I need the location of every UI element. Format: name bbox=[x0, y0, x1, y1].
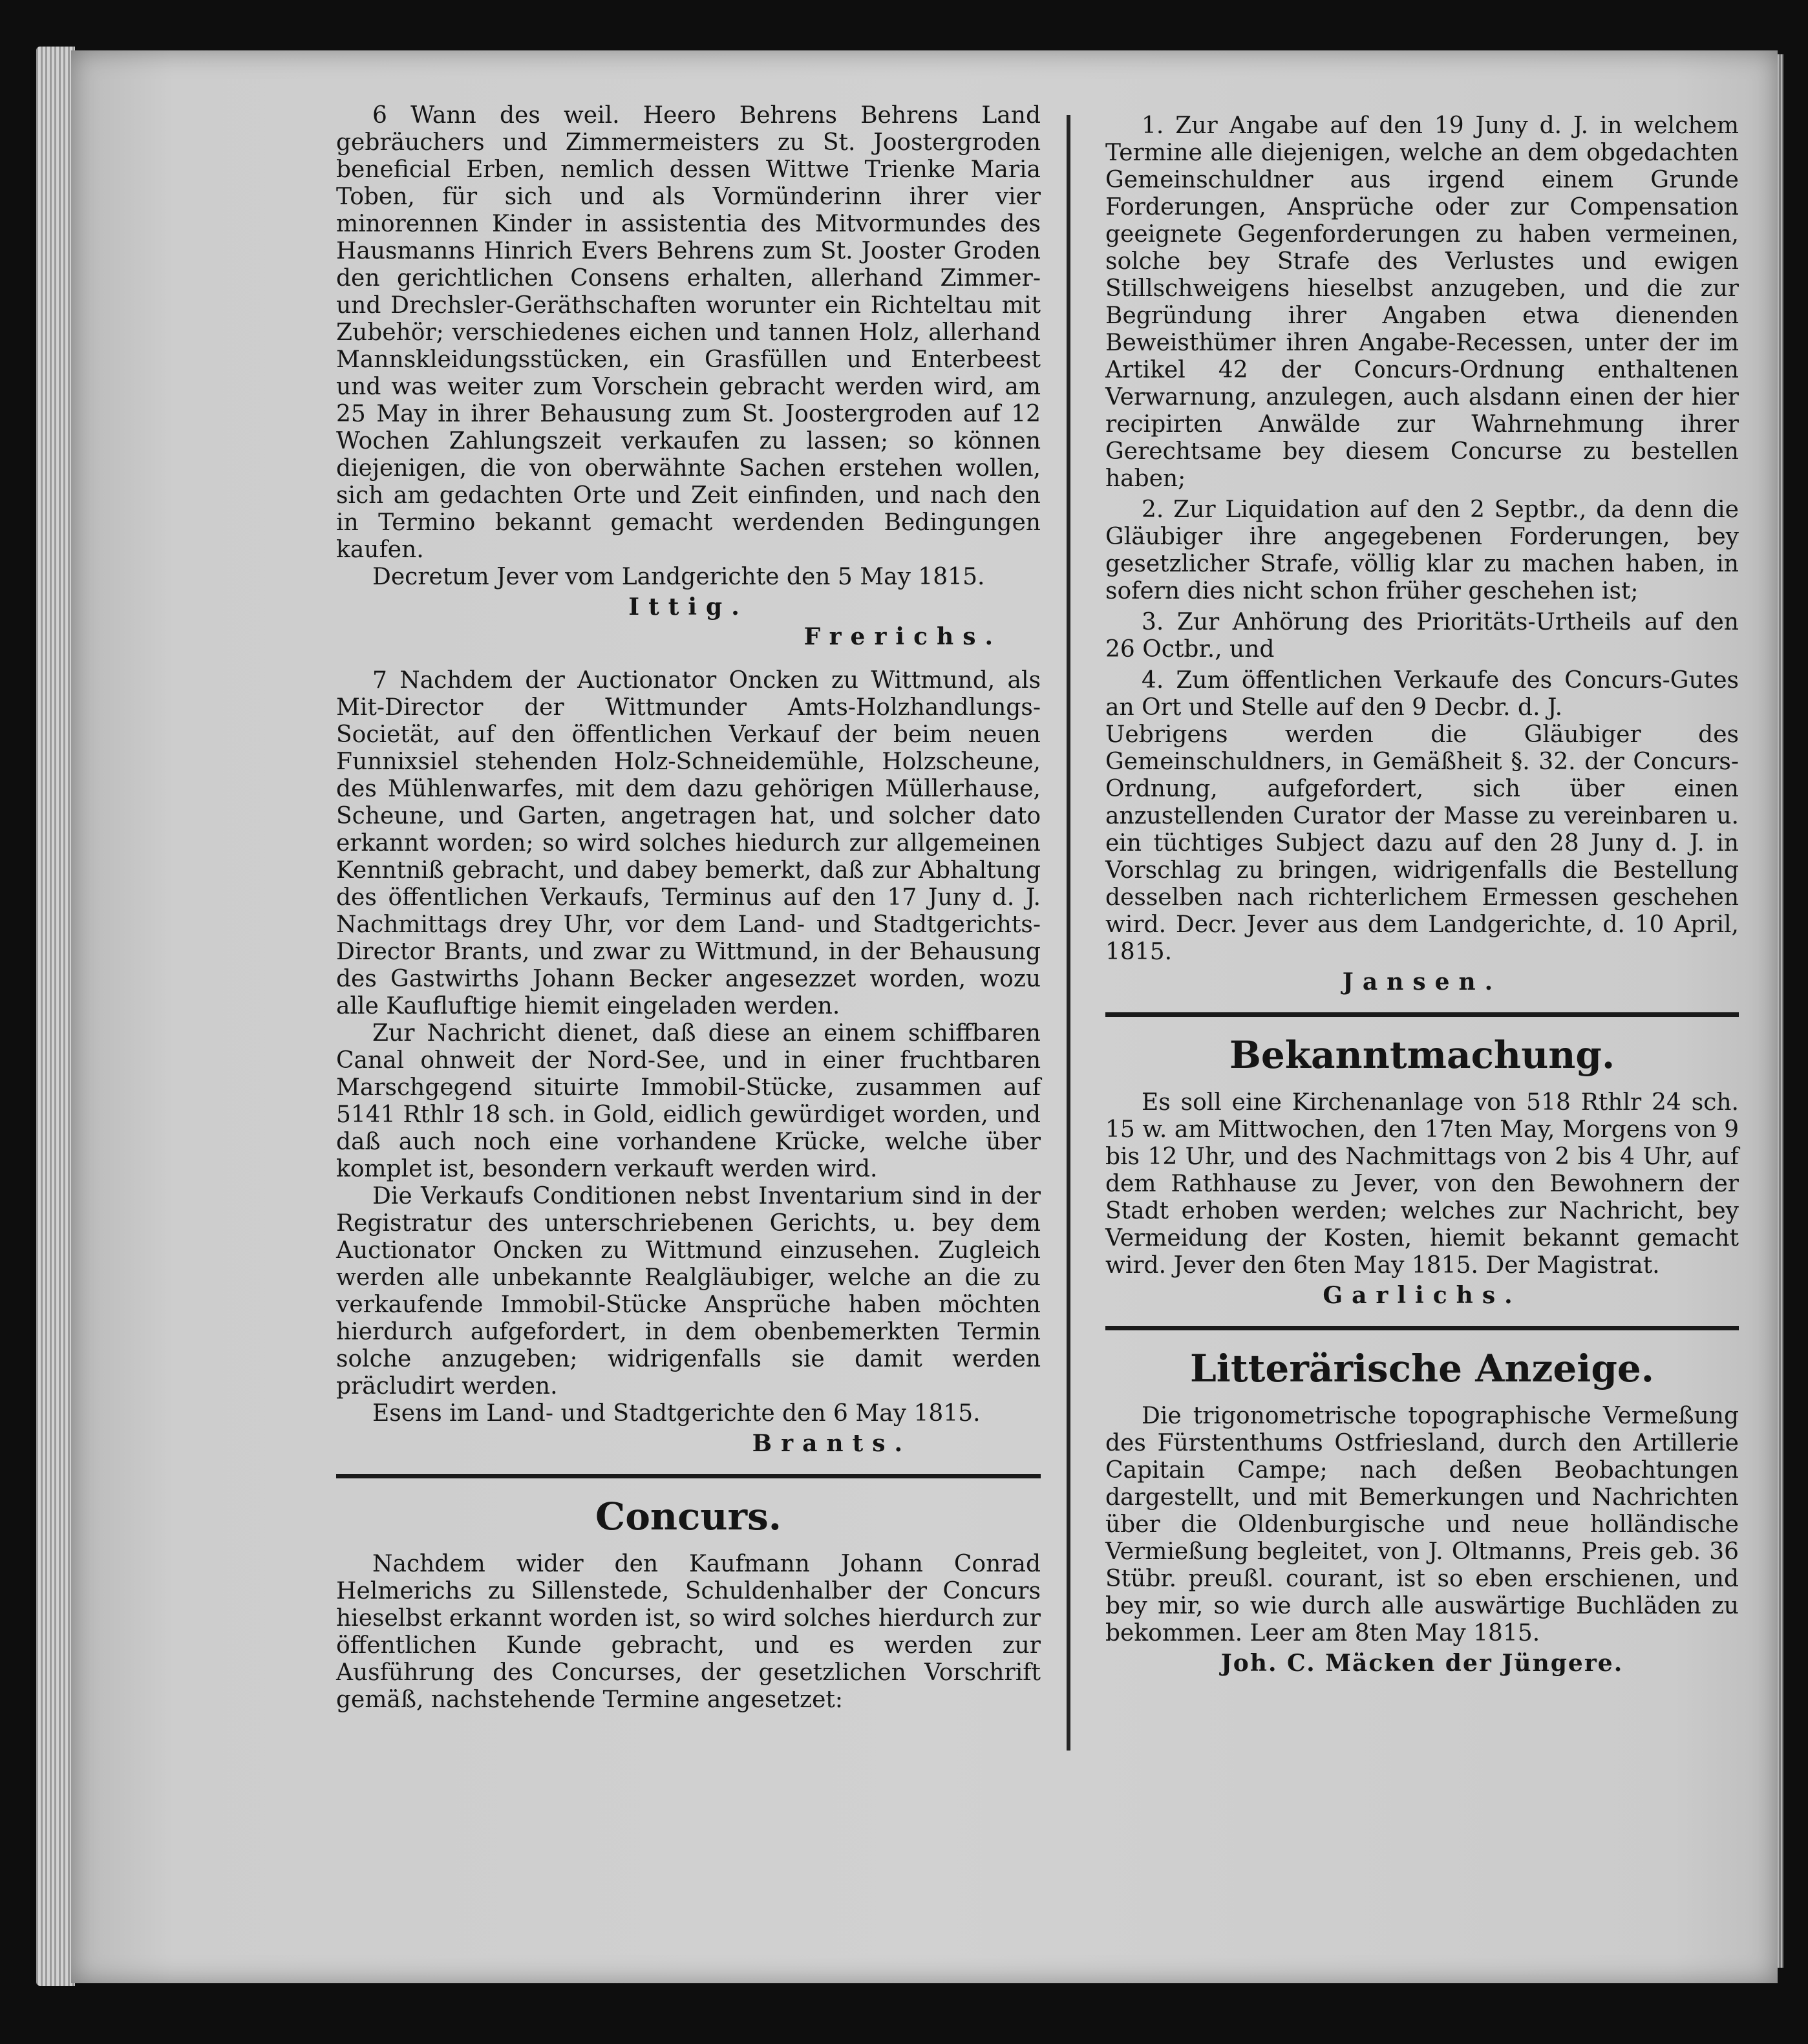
concurs-closing: Uebrigens werden die Gläubiger des Gemeinschuldners, in Gemäßheit §. 32. der Concurs-Ordnung, aufgefordert, sich über einen anzustellenden Curator der Masse zu vereinbaren u. ein tüchtiges Subject dazu auf den 28 Juny d. J. in Vorschlag zu bringen, widrigenfalls die Bestellung desselben nach richterlichem Ermessen geschehen wird. Decr. Jever aus dem Landgerichte, d. 10 April, 1815. bbox=[1105, 721, 1739, 965]
notice-7-para-3: Die Verkaufs Conditionen nebst Inventarium sind in der Registratur des unterschriebenen Gerichts, u. bey dem Auctionator Oncken zu Wittmund einzusehen. Zugleich werden alle unbekannte Realgläubiger, welche an die zu verkaufende Immobil-Stücke Ansprüche haben möchten hierdurch aufgefordert, in dem obenbemerkten Termin solche anzugeben; widrigenfalls sie damit werden präcludirt werden. bbox=[336, 1183, 1041, 1400]
notice-6-text: 6 Wann des weil. Heero Behrens Behrens Land gebräuchers und Zimmermeisters zu St. Joostergroden beneficial Erben, nemlich dessen Wittwe Trienke Maria Toben, für sich und als Vormünderinn ihrer vier minorennen Kinder in assistentia des Mitvormundes des Hausmanns Hinrich Evers Behrens zum St. Jooster Groden den gerichtlichen Consens erhalten, allerhand Zimmer- und Drechsler-Geräthschaften worunter ein Richteltau mit Zubehör; verschiedenes eichen und tannen Holz, allerhand Mannskleidungsstücken, ein Grasfüllen und Enterbeest und was weiter zum Vorschein gebracht werden wird, am 25 May in ihrer Behausung zum St. Joostergroden auf 12 Wochen Zahlungszeit verkaufen zu lassen; so können diejenigen, die von oberwähnte Sachen erstehen wollen, sich am gedachten Orte und Zeit einfinden, und nach den in Termino bekannt gemacht werdenden Bedingungen kaufen. bbox=[336, 102, 1041, 563]
left-column bbox=[336, 102, 1041, 1714]
concurs-item-1: 1. Zur Angabe auf den 19 Juny d. J. in welchem Termine alle diejenigen, welche an dem obgedachten Gemeinschuldner aus irgend einem Grunde Forderungen, Ansprüche oder zur Compensation geeignete Gegenforderungen zu haben vermeinen, solche bey Strafe des Verlustes und ewigen Stillschweigens hieselbst anzugeben, und die zur Begründung ihrer Angaben etwa dienenden Beweisthümer ihren Angabe-Recessen, unter der im Artikel 42 der Concurs-Ordnung enthaltenen Verwarnung, anzulegen, auch alsdann einen der hier recipirten Anwälde zur Wahrnehmung ihrer Gerechtsame bey diesem Concurse zu bestellen haben; bbox=[1105, 112, 1739, 492]
notice-7-signature: Brants. bbox=[752, 1430, 911, 1457]
concurs-item-3: 3. Zur Anhörung des Prioritäts-Urtheils auf den 26 Octbr., und bbox=[1105, 609, 1739, 663]
book-page-edges-left bbox=[36, 47, 75, 1986]
right-column bbox=[1105, 112, 1739, 1679]
concurs-item-4: 4. Zum öffentlichen Verkaufe des Concurs-Gutes an Ort und Stelle auf den 9 Decbr. d. J. bbox=[1105, 667, 1739, 721]
section-rule bbox=[336, 1474, 1041, 1478]
notice-7-para-1: 7 Nachdem der Auctionator Oncken zu Wittmund, als Mit-Director der Wittmunder Amts-Holzhandlungs-Societät, auf den öffentlichen Verkauf der beim neuen Funnixsiel stehenden Holz-Schneidemühle, Holzscheune, des Mühlenwarfes, mit dem dazu gehörigen Müllerhause, Scheune, und Garten, angetragen hat, und solcher dato erkannt worden; so wird solches hiedurch zur allgemeinen Kenntniß gebracht, und dabey bemerkt, daß zur Abhaltung des öffentlichen Verkaufs, Terminus auf den 17 Juny d. J. Nachmittags drey Uhr, vor dem Land- und Stadtgerichts-Director Brants, und zwar zu Wittmund, in der Behausung des Gastwirths Johann Becker angesezzet worden, wozu alle Kaufluftige hiemit eingeladen werden. bbox=[336, 667, 1041, 1019]
column-divider bbox=[1067, 115, 1070, 1751]
notice-6-decree: Decretum Jever vom Landgerichte den 5 May 1815. bbox=[372, 564, 985, 590]
concurs-signature: Jansen. bbox=[1342, 968, 1502, 995]
section-rule bbox=[1105, 1326, 1739, 1330]
notice-6-signature-ittig: Ittig. bbox=[628, 593, 749, 621]
notice-7-place-date: Esens im Land- und Stadtgerichte den 6 May 1815. bbox=[372, 1400, 981, 1427]
concurs-item-2: 2. Zur Liquidation auf den 2 Septbr., da denn die Gläubiger ihre angegebenen Forderungen, bey gesetzlicher Strafe, völlig klar zu machen haben, in sofern dies nicht schon früher geschehen ist; bbox=[1105, 496, 1739, 604]
bekanntmachung-signature: Garlichs. bbox=[1323, 1282, 1522, 1309]
anzeige-heading: Litterärische Anzeige. bbox=[1190, 1347, 1654, 1390]
anzeige-text: Die trigonometrische topographische Vermeßung des Fürstenthums Ostfriesland, durch den Artillerie Capitain Campe; nach deßen Beobachtungen dargestellt, und mit Bemerkungen und Nachrichten über die Oldenburgische und neue holländische Vermießung begleitet, von J. Oltmanns, Preis geb. 36 Stübr. preußl. courant, ist so eben erschienen, und bey mir, so wie durch alle auswärtige Buchläden zu bekommen. Leer am 8ten May 1815. bbox=[1105, 1403, 1739, 1646]
bekanntmachung-text: Es soll eine Kirchenanlage von 518 Rthlr 24 sch. 15 w. am Mittwochen, den 17ten May, Morgens von 9 bis 12 Uhr, und des Nachmittags von 2 bis 4 Uhr, auf dem Rathhause zu Jever, von den Bewohnern der Stadt erhoben werden; welches zur Nachricht, bey Vermeidung der Kosten, hiemit bekannt gemacht wird. Jever den 6ten May 1815. Der Magistrat. bbox=[1105, 1089, 1739, 1279]
notice-6-signature-frerichs: Frerichs. bbox=[803, 623, 1002, 650]
concurs-intro: Nachdem wider den Kaufmann Johann Conrad Helmerichs zu Sillenstede, Schuldenhalber der Concurs hieselbst erkannt worden ist, so wird solches hierdurch zur öffentlichen Kunde gebracht, und es werden zur Ausführung des Concurses, der gesetzlichen Vorschrift gemäß, nachstehende Termine angesetzet: bbox=[336, 1551, 1041, 1713]
bekanntmachung-heading: Bekanntmachung. bbox=[1229, 1033, 1615, 1077]
concurs-heading: Concurs. bbox=[595, 1495, 782, 1538]
anzeige-signature: Joh. C. Mäcken der Jüngere. bbox=[1220, 1650, 1624, 1677]
newspaper-page bbox=[71, 50, 1778, 1983]
section-rule bbox=[1105, 1012, 1739, 1017]
notice-7-para-2: Zur Nachricht dienet, daß diese an einem schiffbaren Canal ohnweit der Nord-See, und in einer fruchtbaren Marschgegend situirte Immobil-Stücke, zusammen auf 5141 Rthlr 18 sch. in Gold, eidlich gewürdiget worden, und daß auch noch eine vorhandene Krücke, welche über komplet ist, besondern verkauft werden wird. bbox=[336, 1020, 1041, 1182]
